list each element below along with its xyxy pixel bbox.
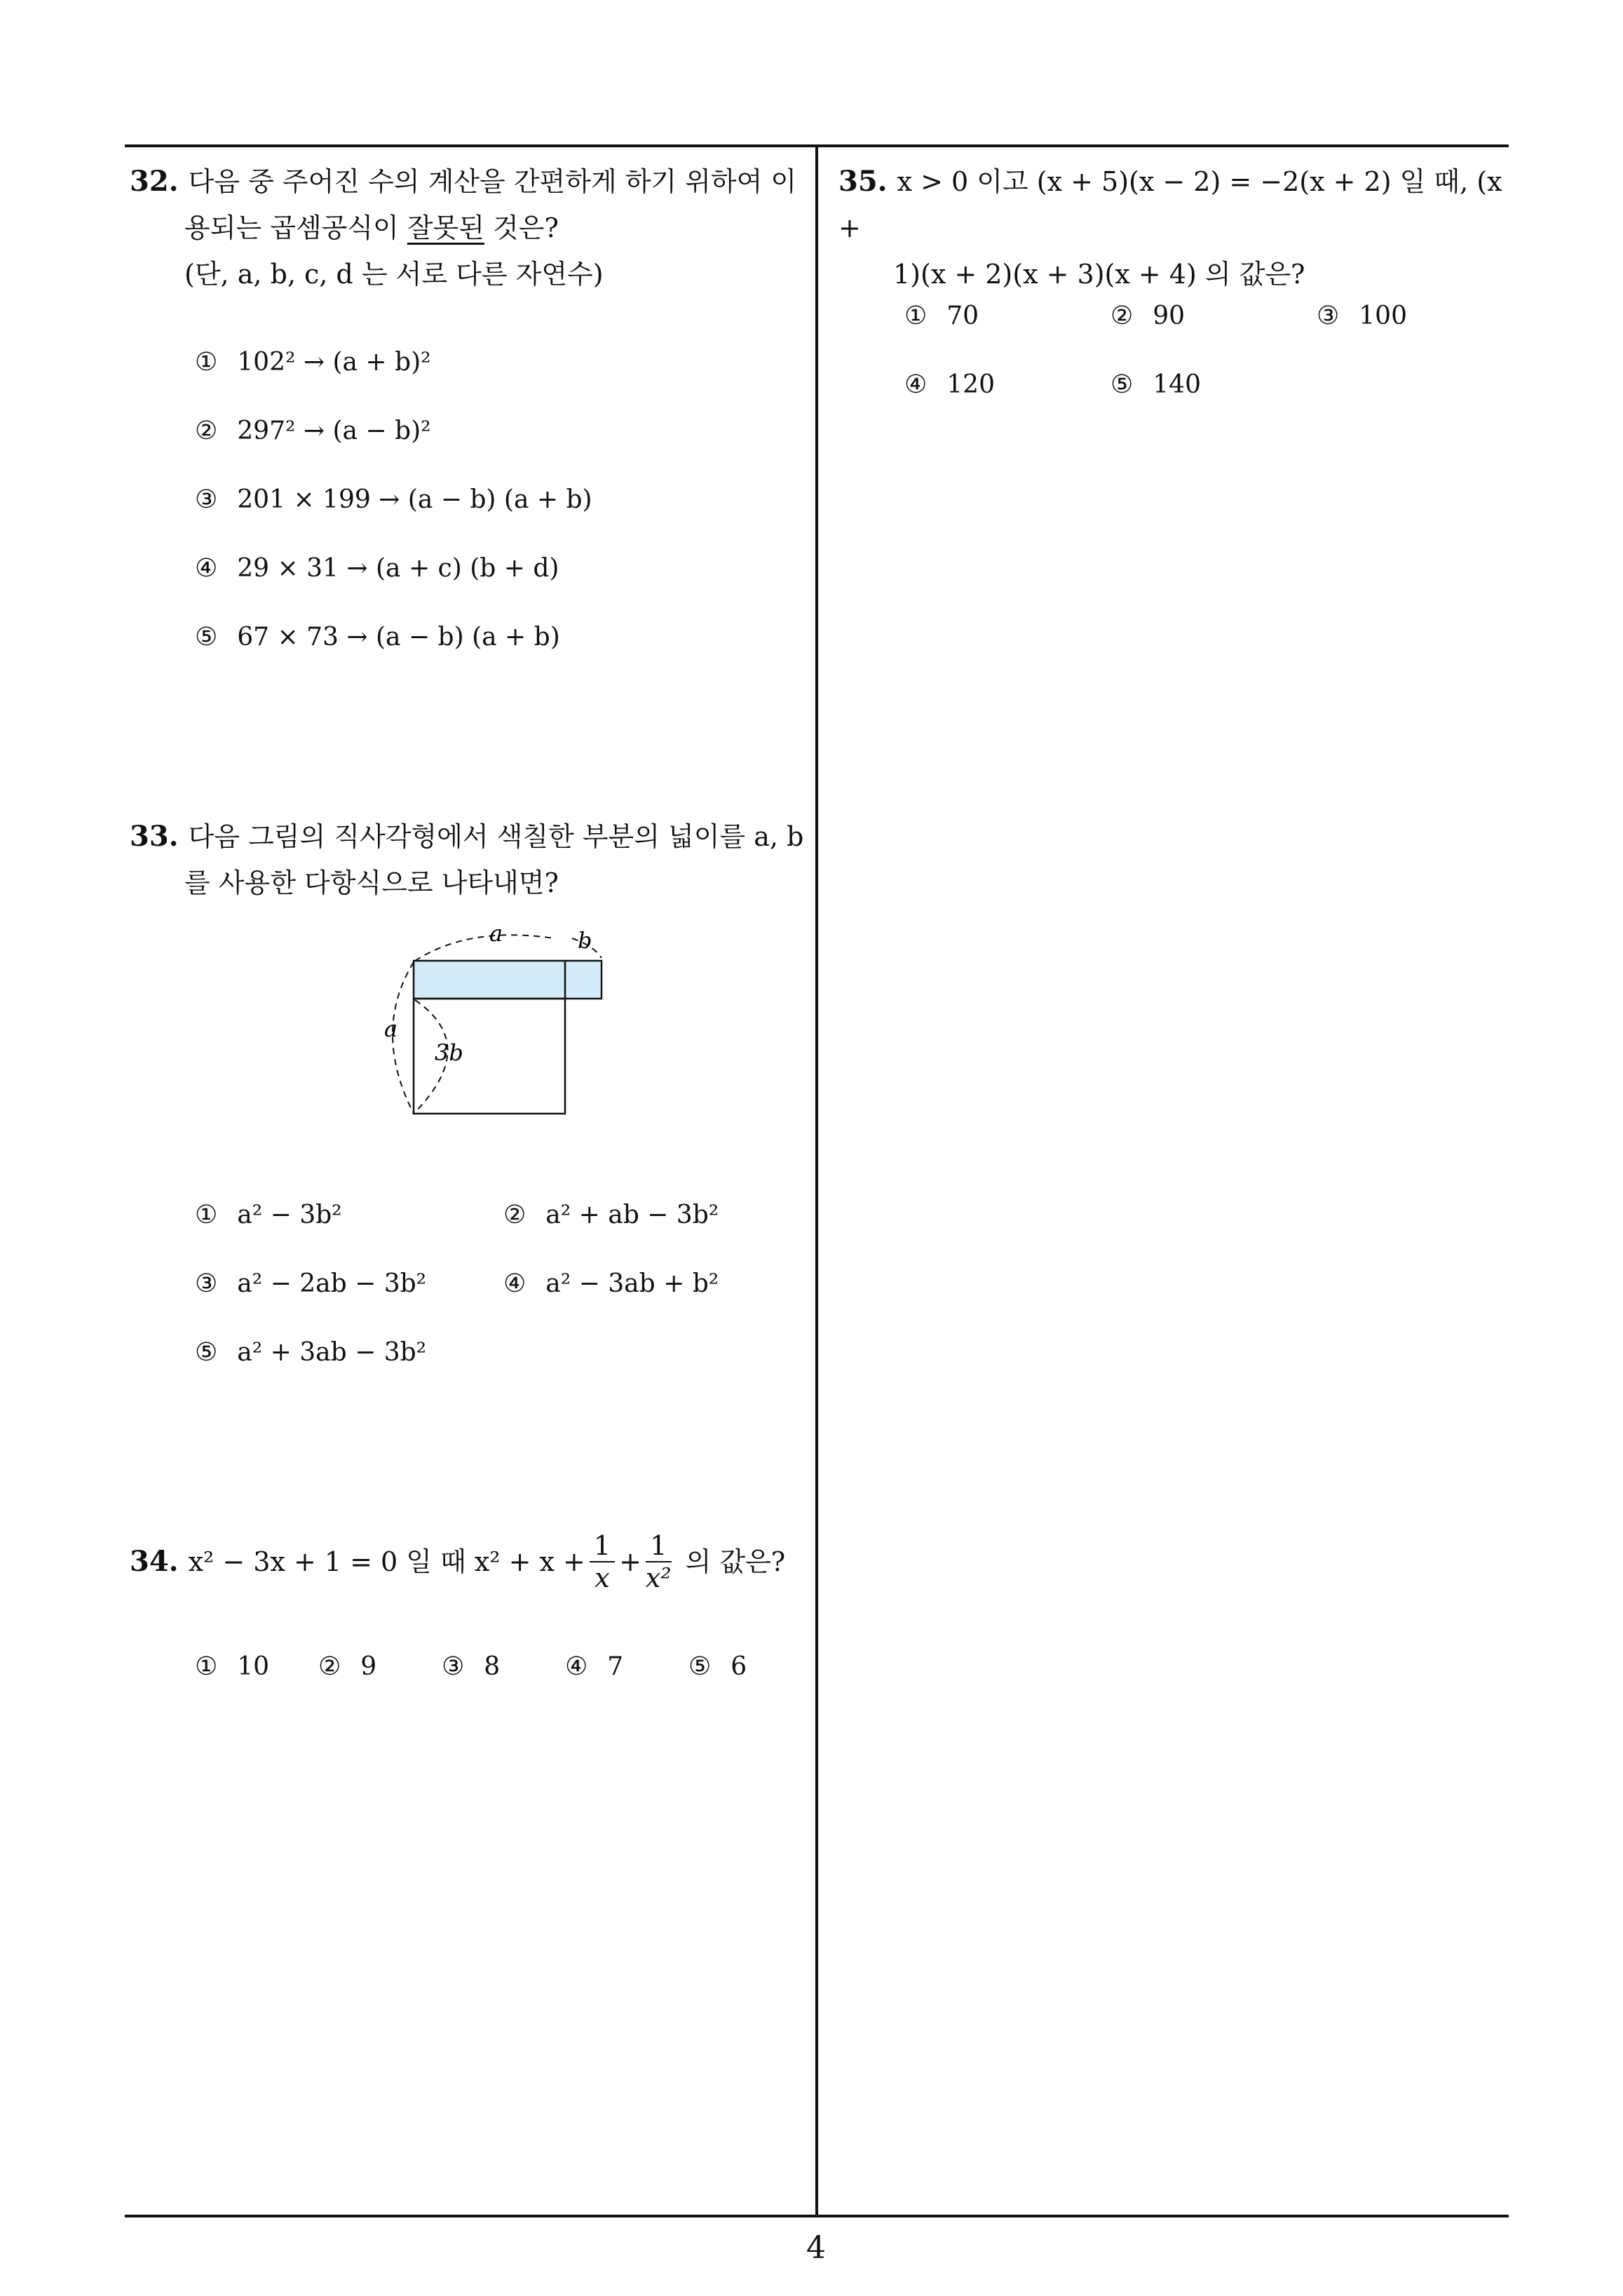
bottom-rule [125, 2215, 1509, 2217]
q32-choice-5[interactable]: ⑤ 67 × 73 → (a − b) (a + b) [195, 623, 560, 651]
q33-choice-4[interactable]: ④ a² − 3ab + b² [503, 1269, 719, 1298]
q33-choice-5[interactable]: ⑤ a² + 3ab − 3b² [195, 1338, 427, 1367]
question-34-expression: x² − 3x + 1 = 0 일 때 x² + x + [188, 1546, 585, 1577]
question-33-number: 33. [130, 820, 179, 853]
q34-choice-4[interactable]: ④ 7 [565, 1652, 624, 1681]
question-33 [130, 813, 810, 906]
q35-choice-2[interactable]: ② 90 [1111, 302, 1186, 330]
q35-choice-5[interactable]: ⑤ 140 [1111, 370, 1201, 399]
question-35-number: 35. [838, 165, 888, 198]
question-35-line1: 35. x > 0 이고 (x + 5)(x − 2) = −2(x + 2) 일 때, (x + [838, 165, 1502, 243]
underlined-word: 잘못된 [407, 212, 484, 243]
q32-choice-3[interactable]: ③ 201 × 199 → (a − b) (a + b) [195, 485, 592, 514]
q32-choice-4[interactable]: ④ 29 × 31 → (a + c) (b + d) [195, 554, 559, 583]
question-32-number: 32. [130, 165, 179, 198]
column-divider [815, 144, 818, 2217]
question-32-line2: 용되는 곱셈공식이 잘못된 것은? [184, 212, 559, 243]
question-32-line1: 32. 다음 중 주어진 수의 계산을 간편하게 하기 위하여 이 [130, 165, 797, 198]
q34-choice-1[interactable]: ① 10 [195, 1652, 270, 1681]
q34-choice-3[interactable]: ③ 8 [442, 1652, 501, 1681]
label-a-side: a [384, 1015, 398, 1042]
rectangle-figure [365, 912, 617, 1136]
q35-choice-4[interactable]: ④ 120 [904, 370, 995, 399]
q34-choice-5[interactable]: ⑤ 6 [688, 1652, 747, 1681]
label-3b: 3b [435, 1039, 463, 1066]
q35-choice-1[interactable]: ① 70 [904, 302, 979, 330]
q33-choice-3[interactable]: ③ a² − 2ab − 3b² [195, 1269, 427, 1298]
question-32 [130, 158, 810, 297]
q35-choice-3[interactable]: ③ 100 [1317, 302, 1407, 330]
q32-choice-1[interactable]: ① 102² → (a + b)² [195, 348, 431, 377]
q34-choice-2[interactable]: ② 9 [318, 1652, 377, 1681]
fraction-1-over-x-squared: $\frac{1}{\text{x²}}$ [645, 1530, 672, 1593]
question-32-line3: (단, a, b, c, d 는 서로 다른 자연수) [184, 259, 604, 290]
question-33-line1: 33. 다음 그림의 직사각형에서 색칠한 부분의 넓이를 a, b [130, 820, 804, 853]
q33-choice-1[interactable]: ① a² − 3b² [195, 1201, 342, 1229]
question-33-line2: 를 사용한 다항식으로 나타내면? [184, 867, 559, 898]
fraction-1-over-x: $\frac{1}{x}$ [590, 1530, 615, 1593]
q32-choice-2[interactable]: ② 297² → (a − b)² [195, 417, 431, 445]
dashed-arc-a-top [415, 935, 554, 961]
q33-choice-2[interactable]: ② a² + ab − 3b² [503, 1201, 719, 1229]
question-35 [838, 158, 1512, 297]
shaded-strip [414, 961, 602, 999]
question-35-line2: 1)(x + 2)(x + 3)(x + 4) 의 값은? [893, 259, 1305, 290]
question-34-number: 34. [130, 1545, 179, 1578]
label-a-top: a [489, 920, 503, 947]
label-b-top: b [578, 927, 592, 954]
page-number: 4 [806, 2230, 826, 2266]
question-34: 34. x² − 3x + 1 = 0 일 때 x² + x + $\frac{1}{x}$ + $\frac{1}{\text{x²}}$ 의 값은? [130, 1530, 786, 1593]
